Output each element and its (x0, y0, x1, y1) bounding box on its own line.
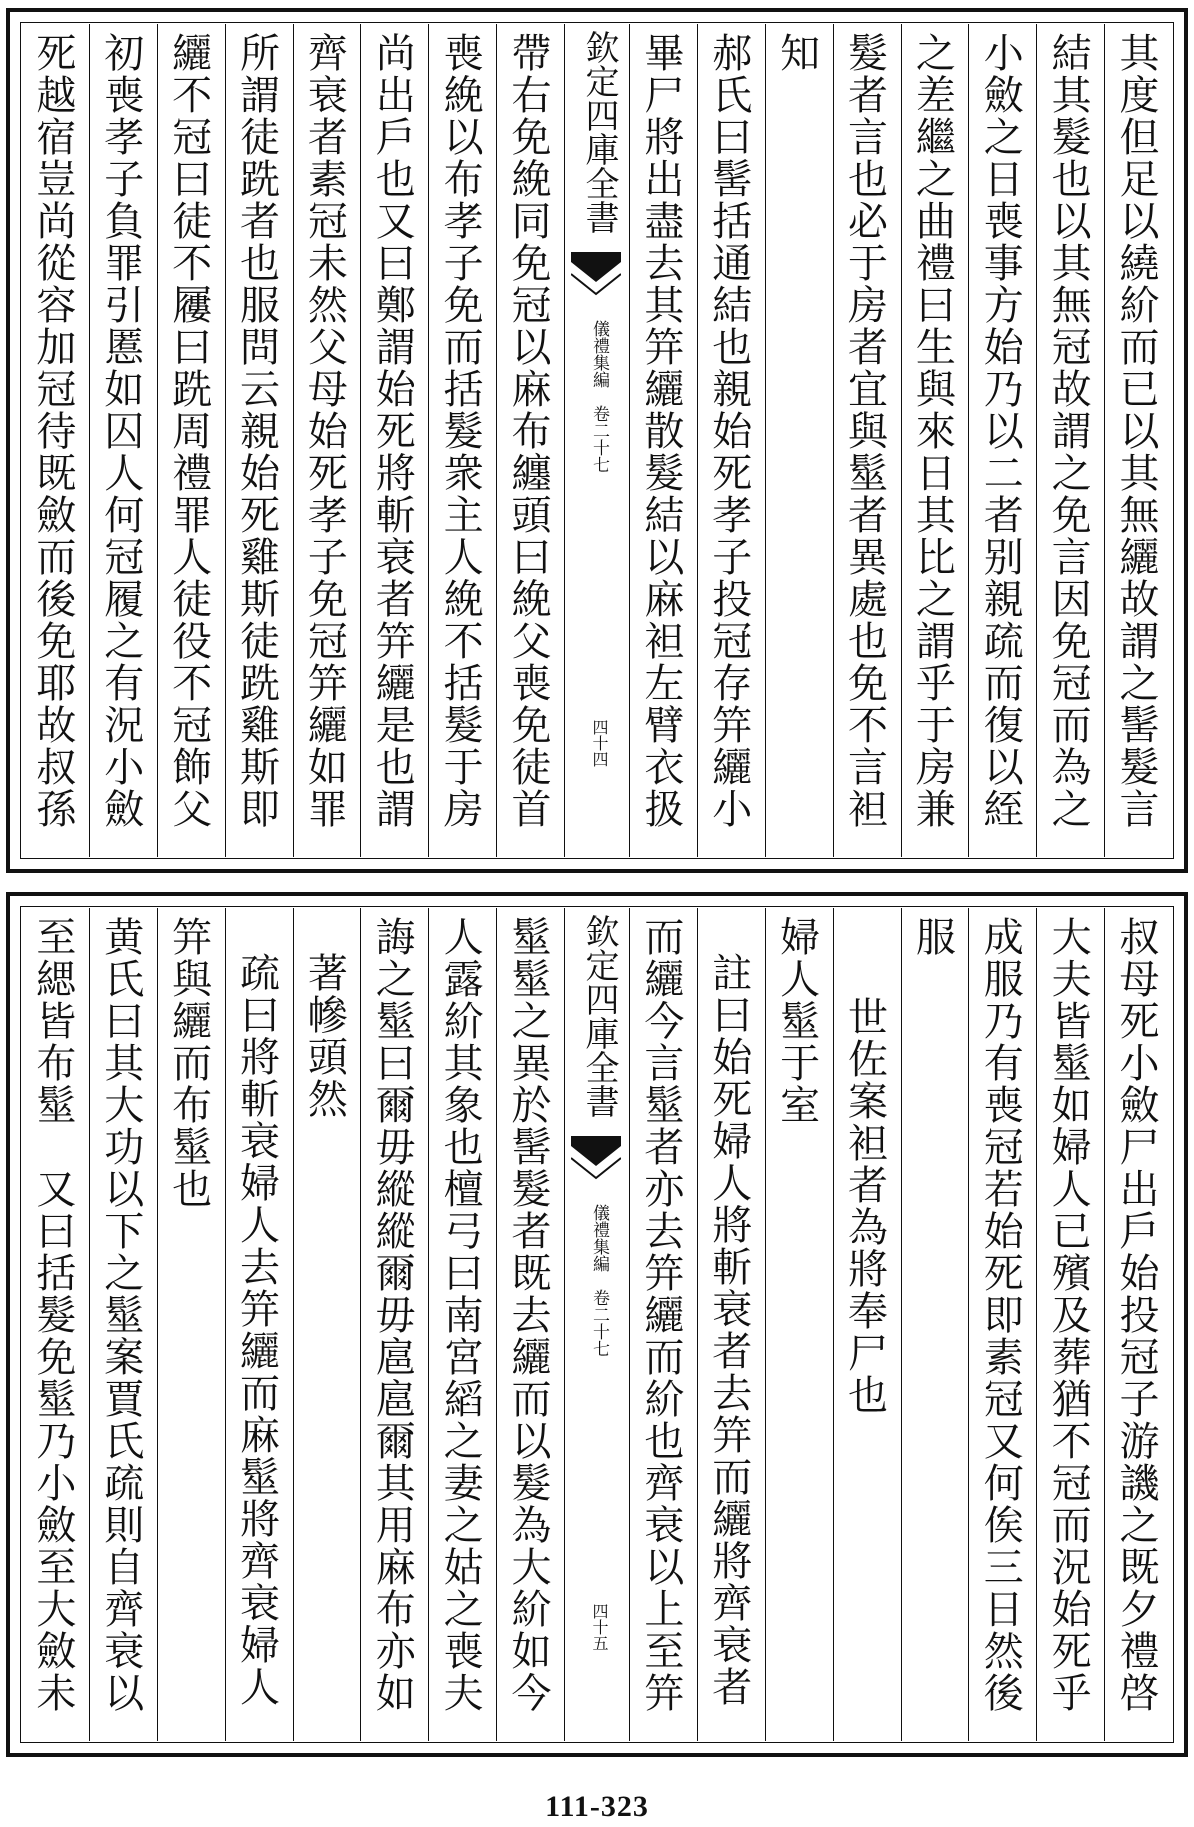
text-column: 所謂徒跣者也服問云親始死雞斯徒跣雞斯即 (225, 24, 293, 857)
upper-page (6, 8, 1188, 873)
center-fold-column (564, 908, 629, 1741)
lower-page-columns (22, 908, 1172, 1741)
text-column: 叔母死小斂尸出戶始投冠子游譏之既夕禮啓 (1104, 908, 1172, 1741)
text-column: 齊衰者素冠未然父母始死孝子免冠笄纚如罪 (293, 24, 361, 857)
text-column: 知 (765, 24, 833, 857)
text-column: 髮者言也必于房者宜與髽者異處也免不言袒 (833, 24, 901, 857)
fishtail-mark-icon (571, 1136, 621, 1192)
center-fold-column (564, 24, 629, 857)
text-column: 註曰始死婦人將斬衰者去笄而纚將齊衰者 (697, 908, 765, 1741)
text-column: 誨之髽曰爾毋縱縱爾毋扈扈爾其用麻布亦如 (360, 908, 428, 1741)
fishtail-mark-icon (571, 252, 621, 308)
text-column: 而纚今言髽者亦去笄纚而紒也齊衰以上至笄 (629, 908, 697, 1741)
text-column: 纚不冠曰徒不屨曰跣周禮罪人徒役不冠飾父 (157, 24, 225, 857)
catalog-number: 111-323 (545, 1790, 649, 1823)
text-column: 畢尸將出盡去其笄纚散髮結以麻袒左臂衣扱 (629, 24, 697, 857)
text-column: 人露紒其象也檀弓曰南宮縚之妻之姑之喪夫 (428, 908, 496, 1741)
text-column: 小斂之日喪事方始乃以二者别親疏而復以絰 (968, 24, 1036, 857)
volume-label: 儀禮集編 卷二十七 (589, 320, 609, 473)
text-column: 服 (901, 908, 969, 1741)
lower-page (6, 892, 1188, 1757)
text-column: 黄氏曰其大功以下之髽案賈氏疏則自齊衰以 (89, 908, 157, 1741)
text-column: 其度但足以繞紒而已以其無纚故謂之髺髮言 (1104, 24, 1172, 857)
folio-number: 四十四 (590, 719, 609, 767)
text-column: 至緦皆布髽 又曰括髮免髽乃小斂至大斂未 (29, 916, 76, 1714)
book-title: 欽定四庫全書 (579, 914, 619, 1118)
text-column: 之差繼之曲禮曰生與來日其比之謂乎于房兼 (901, 24, 969, 857)
book-title: 欽定四庫全書 (579, 30, 619, 234)
text-column: 大夫皆髽如婦人已殯及葬猶不冠而況始死乎 (1036, 908, 1104, 1741)
text-column: 尚出戶也又曰鄭謂始死將斬衰者笄纚是也謂 (360, 24, 428, 857)
upper-page-columns (22, 24, 1172, 857)
text-column: 喪絻以布孝子免而括髮衆主人絻不括髮于房 (428, 24, 496, 857)
folio-number: 四十五 (590, 1603, 609, 1651)
text-column: 髽髽之異於髺髮者既去纚而以髮為大紒如今 (496, 908, 564, 1741)
text-column: 婦人髽于室 (765, 908, 833, 1741)
text-column: 結其髮也以其無冠故謂之免言因免冠而為之 (1036, 24, 1104, 857)
text-column: 死越宿豈尚從容加冠待既斂而後免耶故叔孫 (29, 32, 76, 830)
text-column: 郝氏曰髺括通結也親始死孝子投冠存笄纚小 (697, 24, 765, 857)
text-column: 世佐案袒者為將奉尸也 (833, 908, 901, 1741)
text-column: 著幓頭然 (293, 908, 361, 1741)
text-column: 帶右免絻同免冠以麻布纏頭曰絻父喪免徒首 (496, 24, 564, 857)
text-column: 成服乃有喪冠若始死即素冠又何俟三日然後 (968, 908, 1036, 1741)
text-column: 笄與纚而布髽也 (157, 908, 225, 1741)
volume-label: 儀禮集編 卷二十七 (589, 1204, 609, 1357)
text-column: 疏曰將斬衰婦人去笄纚而麻髽將齊衰婦人 (225, 908, 293, 1741)
text-column: 初喪孝子負罪引慝如囚人何冠履之有況小斂 (89, 24, 157, 857)
